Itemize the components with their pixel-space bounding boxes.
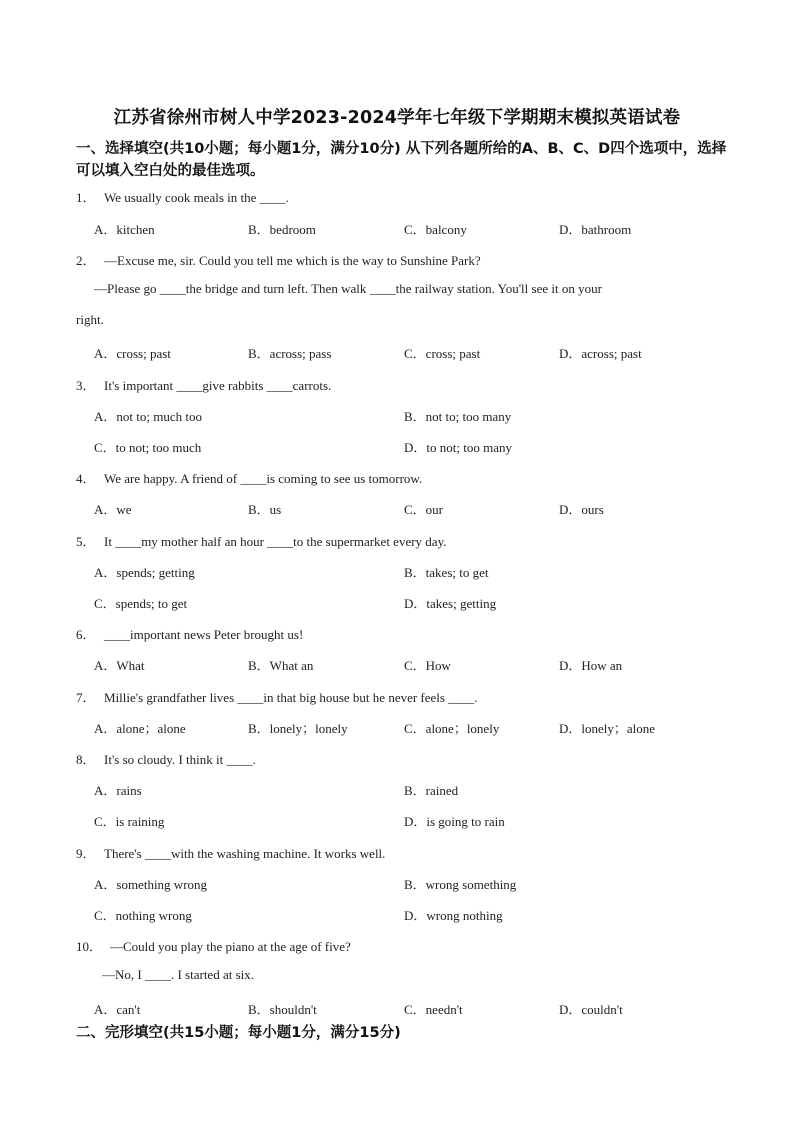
option-b: B．takes; to get: [404, 565, 489, 580]
option-b: B．us: [248, 502, 282, 517]
question-text-line: —No, I ____. I started at six.: [102, 967, 255, 982]
question-1: [76, 187, 289, 206]
question-2: [76, 250, 481, 269]
exam-title: 江苏省徐州市树人中学2023-2024学年七年级下学期期末模拟英语试卷: [113, 108, 681, 128]
option-d: D．lonely；alone: [559, 721, 656, 736]
option-c: C．needn't: [404, 1002, 463, 1017]
question-number: 9．: [76, 846, 96, 861]
question-number: 5．: [76, 534, 96, 549]
question-text: It's so cloudy. I think it ____.: [104, 752, 256, 767]
option-a: A．cross; past: [94, 346, 171, 361]
question-number: 7．: [76, 690, 96, 705]
question-text: It ____my mother half an hour ____to the supermarket every day.: [104, 534, 447, 549]
option-b: B．shouldn't: [248, 1002, 317, 1017]
option-b: B．wrong something: [404, 877, 517, 892]
option-a: A．spends; getting: [94, 565, 195, 580]
option-a: A．something wrong: [94, 877, 208, 892]
question-text: It's important ____give rabbits ____carrots.: [104, 378, 332, 393]
option-b: B．not to; too many: [404, 409, 512, 424]
option-b: B．rained: [404, 783, 459, 798]
option-a: A．we: [94, 502, 132, 517]
question-3: [76, 375, 331, 394]
option-d: D．ours: [559, 502, 604, 517]
question-8: [76, 749, 256, 768]
option-d: D．couldn't: [559, 1002, 623, 1017]
question-text: There's ____with the washing machine. It works well.: [104, 846, 386, 861]
option-c: C．to not; too much: [94, 440, 202, 455]
question-number: 6．: [76, 627, 96, 642]
question-text: ____important news Peter brought us!: [104, 627, 304, 642]
option-c: C．nothing wrong: [94, 908, 192, 923]
option-a: A．can't: [94, 1002, 141, 1017]
question-text-line: right.: [76, 312, 104, 327]
option-d: D．wrong nothing: [404, 908, 503, 923]
section-1-heading: 一、选择填空(共10小题；每小题1分，满分10分) 从下列各题所给的A、B、C、D四个选项中，选择可以填入空白处的最佳选项。: [76, 141, 727, 179]
option-d: D．to not; too many: [404, 440, 512, 455]
question-text: Millie's grandfather lives ____in that big house but he never feels ____.: [104, 690, 478, 705]
option-a: A．not to; much too: [94, 409, 202, 424]
question-text: We are happy. A friend of ____is coming to see us tomorrow.: [104, 471, 423, 486]
option-b: B．lonely；lonely: [248, 721, 348, 736]
question-4: [76, 468, 422, 487]
question-number: 2．: [76, 253, 96, 268]
option-d: D．across; past: [559, 346, 642, 361]
option-c: C．How: [404, 658, 451, 673]
option-b: B．across; pass: [248, 346, 332, 361]
question-7: [76, 687, 477, 706]
question-text-line: —Please go ____the bridge and turn left. Then walk ____the railway station. You'll see it on your: [94, 281, 602, 296]
question-text: —Could you play the piano at the age of five?: [110, 939, 351, 954]
question-5: [76, 531, 446, 550]
question-number: 4．: [76, 471, 96, 486]
question-number: 10．: [76, 939, 103, 954]
question-number: 8．: [76, 752, 96, 767]
question-number: 3．: [76, 378, 96, 393]
option-a: A．What: [94, 658, 145, 673]
question-6: [76, 624, 303, 643]
question-number: 1．: [76, 190, 96, 205]
option-a: A．alone；alone: [94, 721, 186, 736]
option-c: C．cross; past: [404, 346, 481, 361]
option-d: D．is going to rain: [404, 814, 505, 829]
option-b: B．What an: [248, 658, 314, 673]
option-c: C．our: [404, 502, 444, 517]
option-d: D．takes; getting: [404, 596, 497, 611]
question-text: —Excuse me, sir. Could you tell me which is the way to Sunshine Park?: [104, 253, 481, 268]
option-d: D．bathroom: [559, 222, 632, 237]
option-d: D．How an: [559, 658, 623, 673]
option-a: A．rains: [94, 783, 142, 798]
option-b: B．bedroom: [248, 222, 316, 237]
question-9: [76, 843, 385, 862]
option-c: C．spends; to get: [94, 596, 188, 611]
option-c: C．alone；lonely: [404, 721, 500, 736]
option-c: C．is raining: [94, 814, 165, 829]
option-c: C．balcony: [404, 222, 467, 237]
option-a: A．kitchen: [94, 222, 155, 237]
section-2-heading: 二、完形填空(共15小题；每小题1分，满分15分): [76, 1025, 401, 1041]
question-text: We usually cook meals in the ____.: [104, 190, 289, 205]
question-10: [76, 936, 351, 955]
